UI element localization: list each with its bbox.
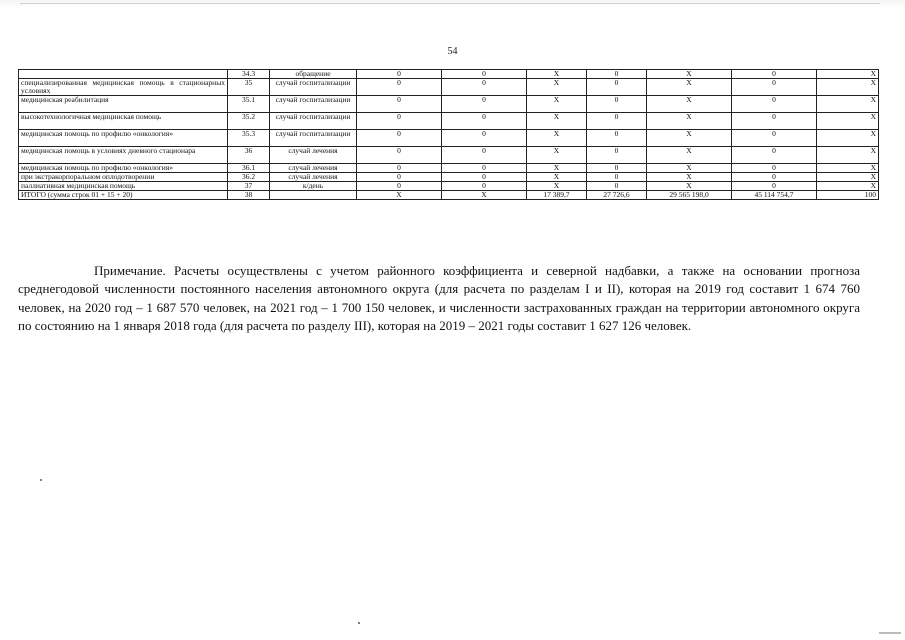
table-row [19,79,879,96]
table-row [19,173,879,182]
cell-name: специализированная медицинская помощь в стационарных условиях [19,79,228,96]
scan-edge-mark [879,632,901,634]
cell-v4: 0 [587,173,647,182]
cell-v4: 0 [587,96,647,113]
table-row [19,96,879,113]
cell-name: ИТОГО (сумма строк 01 + 15 + 20) [19,191,228,200]
cell-name: медицинская помощь по профилю «онкология» [19,130,228,147]
cell-unit: обращение [270,70,357,79]
cell-v7: Х [817,173,879,182]
cell-unit: к/день [270,182,357,191]
cell-v3: Х [527,96,587,113]
cell-v7: Х [817,79,879,96]
cell-num: 35.2 [228,113,270,130]
cell-v1: 0 [357,147,442,164]
cell-v1: 0 [357,113,442,130]
table-body [19,70,879,200]
cell-v5: 29 565 198,0 [647,191,732,200]
cell-v1: 0 [357,79,442,96]
cell-v3: Х [527,130,587,147]
cell-v3: Х [527,79,587,96]
cell-unit [270,191,357,200]
cell-v3: Х [527,147,587,164]
cell-v5: Х [647,96,732,113]
cell-name: медицинская реабилитация [19,96,228,113]
cell-v2: 0 [442,173,527,182]
cell-v5: Х [647,173,732,182]
cell-unit: случай госпитализации [270,113,357,130]
cell-unit: случай лечения [270,173,357,182]
cell-v3: Х [527,173,587,182]
note-paragraph: Примечание. Расчеты осуществлены с учетом районного коэффициента и северной надбавки, а также на основании прогноза среднегодовой численности постоянного населения автономного округа (для расчета по разделам I и II), которая на 2019 год составит 1 674 760 человек, на 2020 год – 1 687 570 человек, на 2021 год – 1 700 150 человек, и численности застрахованных граждан на территории автономного округа по состоянию на 1 января 2018 года (для расчета по разделу III), которая на 2019 – 2021 годы составит 1 627 126 человек. [18,263,860,334]
cell-v7: Х [817,182,879,191]
cell-v1: Х [357,191,442,200]
cell-v7: 100 [817,191,879,200]
cell-v4: 0 [587,70,647,79]
cell-v1: 0 [357,130,442,147]
table-row [19,147,879,164]
cell-num: 36.2 [228,173,270,182]
cell-v4: 0 [587,164,647,173]
cell-unit: случай лечения [270,164,357,173]
cell-v2: Х [442,191,527,200]
cell-v3: Х [527,164,587,173]
table-row [19,130,879,147]
table-row [19,182,879,191]
cell-v1: 0 [357,182,442,191]
cell-v6: 0 [732,147,817,164]
cell-unit: случай госпитализации [270,79,357,96]
cell-v3: Х [527,70,587,79]
cell-v2: 0 [442,70,527,79]
data-table [18,69,879,200]
cell-v2: 0 [442,130,527,147]
cell-v3: Х [527,113,587,130]
table-row [19,164,879,173]
cell-v7: Х [817,96,879,113]
cell-num: 36 [228,147,270,164]
cell-v2: 0 [442,113,527,130]
cell-num: 38 [228,191,270,200]
scan-speck [40,479,42,481]
cell-v4: 0 [587,113,647,130]
page-number: 54 [447,46,458,57]
cell-unit: случай госпитализации [270,96,357,113]
cell-v6: 0 [732,164,817,173]
cell-v6: 45 114 754,7 [732,191,817,200]
cell-v7: Х [817,70,879,79]
cell-v7: Х [817,164,879,173]
cell-v1: 0 [357,164,442,173]
cell-v4: 0 [587,79,647,96]
cell-num: 36.1 [228,164,270,173]
cell-v2: 0 [442,147,527,164]
cell-v3: 17 389,7 [527,191,587,200]
cell-name: при экстракорпоральном оплодотворении [19,173,228,182]
cell-v6: 0 [732,96,817,113]
cell-v5: Х [647,164,732,173]
cell-v5: Х [647,147,732,164]
cell-v6: 0 [732,182,817,191]
cell-v1: 0 [357,70,442,79]
cell-v2: 0 [442,164,527,173]
cell-v4: 0 [587,182,647,191]
cell-name: медицинская помощь в условиях дневного стационара [19,147,228,164]
cell-v2: 0 [442,79,527,96]
cell-v2: 0 [442,96,527,113]
cell-v6: 0 [732,79,817,96]
cell-v4: 27 726,6 [587,191,647,200]
scan-top-edge [0,0,905,8]
cell-name: медицинская помощь по профилю «онкология» [19,164,228,173]
cell-num: 34.3 [228,70,270,79]
scan-artifact-line [20,3,880,4]
cell-v5: Х [647,70,732,79]
cell-unit: случай госпитализации [270,130,357,147]
table-row [19,70,879,79]
cell-v7: Х [817,147,879,164]
cell-name: паллиативная медицинская помощь [19,182,228,191]
cell-v1: 0 [357,96,442,113]
cell-v5: Х [647,79,732,96]
cell-num: 35.3 [228,130,270,147]
cell-v6: 0 [732,130,817,147]
cell-num: 37 [228,182,270,191]
cell-v5: Х [647,113,732,130]
cell-v4: 0 [587,130,647,147]
cell-v1: 0 [357,173,442,182]
cell-v5: Х [647,182,732,191]
cell-num: 35.1 [228,96,270,113]
cell-name: высокотехнологичная медицинская помощь [19,113,228,130]
cell-v6: 0 [732,173,817,182]
cell-v5: Х [647,130,732,147]
table-row [19,113,879,130]
cell-v3: Х [527,182,587,191]
cell-v4: 0 [587,147,647,164]
cell-num: 35 [228,79,270,96]
cell-v6: 0 [732,113,817,130]
cell-v7: Х [817,113,879,130]
cell-name [19,70,228,79]
scan-speck [358,622,360,624]
cell-v7: Х [817,130,879,147]
table-row [19,191,879,200]
cell-v6: 0 [732,70,817,79]
cell-v2: 0 [442,182,527,191]
cell-unit: случай лечения [270,147,357,164]
